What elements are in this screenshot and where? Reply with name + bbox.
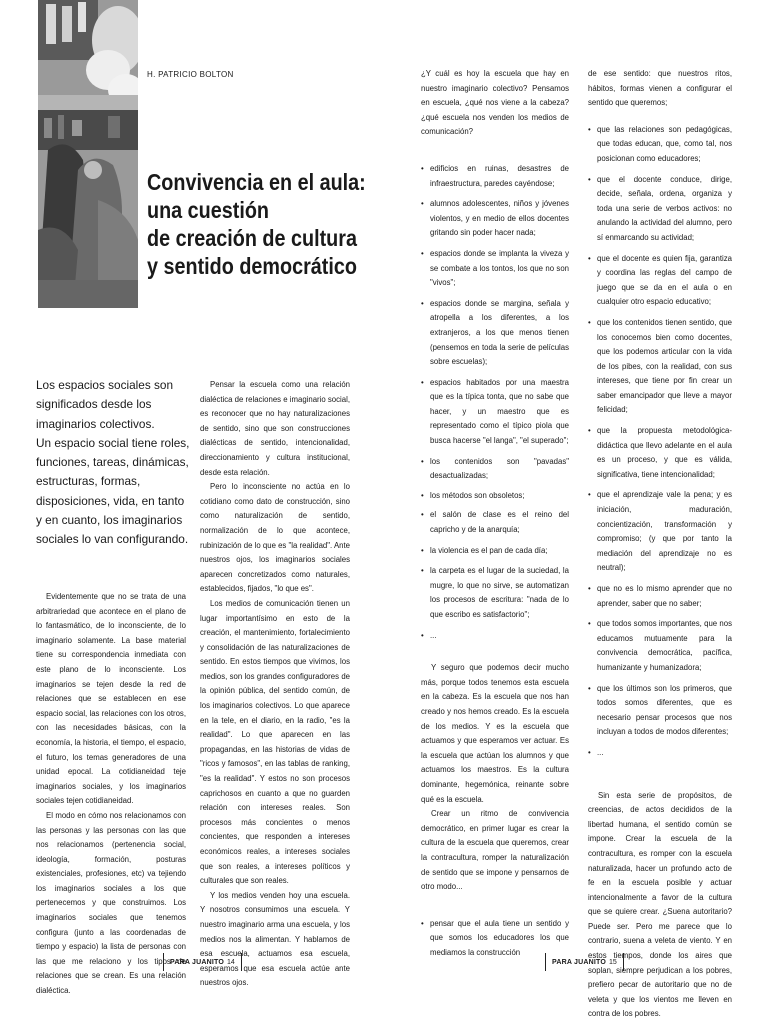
list-item: • la violencia es el pan de cada día; bbox=[421, 544, 569, 559]
list-item: • los contenidos son "pavadas" desactualizadas; bbox=[421, 455, 569, 484]
title-line: Convivencia en el aula: bbox=[147, 169, 366, 195]
list-item: • ... bbox=[421, 629, 569, 644]
page-number: 14 bbox=[227, 958, 235, 966]
list-item: • edificios en ruinas, desastres de infraestructura, paredes cayéndose; bbox=[421, 162, 569, 191]
title-line: y sentido democrático bbox=[147, 253, 357, 279]
list-item: • pensar que el aula tiene un sentido y que somos los educadores los que mediamos la construcción bbox=[421, 917, 569, 961]
body-column-3 bbox=[421, 67, 569, 966]
article-title bbox=[147, 168, 366, 280]
body-paragraph: Sin esta serie de propósitos, de creencias, de actos decididos de la libertad humana, el sentido común se impone. Crear la escuela de la contracultura, es romper con la escuela naturalizada, hacer un profundo acto de fe en la escuela posible y actuar intencionalmente a favor de la cultura que se quiere crear. ¿Suena autoritario? Puede ser. Pero me parece que lo contrario, suena a veleta de viento. Y en estos tiempos, donde los aires que soplan, siempre perjudican a los pobres, prefiero pecar de autoritario que no de veleta y que los vientos me lleven en contra de los pobres. bbox=[588, 790, 732, 1019]
list-item: • que el aprendizaje vale la pena; y es iniciación, maduración, concientización, transformación y compromiso; (y que por tanto la mediación del aprendizaje no es neutral); bbox=[588, 488, 732, 576]
bullet-list bbox=[421, 162, 569, 643]
body-column-4 bbox=[588, 67, 732, 1022]
list-item: • los métodos son obsoletos; bbox=[421, 489, 569, 504]
body-paragraph: Pero lo inconsciente no actúa en lo cotidiano como dato de construcción, sino como naturalización de sentido, normalización de lo que acontece, rubinización de lo que es "la realidad". Ante nuestros ojos, los imaginarios sociales aparecen concretizados como naturales, establecidos, fijados, "lo que es". bbox=[200, 482, 350, 594]
body-paragraph: Evidentemente que no se trata de una arbitrariedad que acontece en el plano de lo fantasmático, de lo inconsciente, de lo imaginario solamente. La base material tiene su correspondencia inmediata con este plano de lo inconsciente. Los imaginarios se tejen desde la red de relaciones que se establecen en ese espacio social, las relaciones con los otros, con las necesidades básicas, con la economía, la historia, el tiempo, el espacio, el futuro, los temas generadores de una unidad epocal. La cotidianeidad teje imaginarios sociales, y los imaginarios sociales tejen cotidianeidad. bbox=[36, 592, 186, 806]
footer-label: PARA JUANITO bbox=[552, 958, 606, 966]
list-item: • que el docente es quien fija, garantiza y coordina las reglas del campo de juego que se da en el aula o en cualquier otro espacio educativo; bbox=[588, 252, 732, 310]
page-footer-left bbox=[163, 953, 242, 971]
lead-text bbox=[36, 376, 192, 550]
footer-label: PARA JUANITO bbox=[170, 958, 224, 966]
continued-paragraph: de ese sentido: que nuestros ritos, hábitos, formas vienen a configurar el sentido que queremos; bbox=[588, 69, 732, 108]
body-paragraph: Crear un ritmo de convivencia democrático, en primer lugar es crear la cultura de la escuela que queremos, crear la contracultura, romper la naturalización de sentido que se impone y pensarnos de otro modo... bbox=[421, 809, 569, 892]
list-item: • que las relaciones son pedagógicas, que todas educan, que, como tal, nos posicionan como educadores; bbox=[588, 123, 732, 167]
list-item: • que los contenidos tienen sentido, que los conocemos bien como docentes, que los podemos articular con la vida de los pibes, con la realidad, con sus intereses, que tiene por fin crear un saber emancipador que lleve a mayor felicidad; bbox=[588, 316, 732, 418]
list-item: • alumnos adolescentes, niños y jóvenes violentos, y en medio de ellos docentes gritando sin poder hacer nada; bbox=[421, 197, 569, 241]
list-item: • que todos somos importantes, que nos educamos mutuamente para la convivencia democrática, pacífica, humanizante y humanizadora; bbox=[588, 617, 732, 675]
illustration-image bbox=[38, 0, 138, 308]
article-illustration bbox=[38, 0, 138, 308]
list-item: • espacios donde se implanta la viveza y se combate a los tontos, los que no son "vivos"; bbox=[421, 247, 569, 291]
lead-paragraph: Un espacio social tiene roles, funciones, tareas, dinámicas, estructuras, formas, disposiciones, vida, en tanto y en cuanto, los imaginarios sociales lo van configurando. bbox=[36, 435, 190, 547]
body-paragraph: El modo en cómo nos relacionamos con las personas y las personas con las que nos relacionamos (pertenencia social, ideología, formación, posturas existenciales, profesiones, etc) va tejiendo los imaginarios sociales a los que pertenecemos y que construimos. Los imaginarios sociales que tenemos configura (junto a las coordenadas de tiempo y espacio) la lista de personas con las que me relaciono y los tipos de relaciones que se crean. Es una relación dialéctica. bbox=[36, 810, 186, 996]
list-item: • que no es lo mismo aprender que no aprender, saber que no saber; bbox=[588, 582, 732, 611]
list-item: • que la propuesta metodológica-didáctica que llevo adelante en el aula es un proceso, y que es válida, significativa, tiene intencionalidad; bbox=[588, 424, 732, 482]
bullet-list-3 bbox=[588, 123, 732, 761]
body-paragraph: Pensar la escuela como una relación dialéctica de relaciones e imaginario social, es reconocer que no hay naturalizaciones de sentido, sino que son construcciones dialécticas de sentido, intencionalidad, direccionamiento y cultura institucional, desde esta relación. bbox=[200, 380, 350, 477]
title-line: de creación de cultura bbox=[147, 225, 357, 251]
list-item: • espacios donde se margina, señala y atropella a los diferentes, a los extranjeros, a los que menos tienen (pensemos en toda la serie de películas sobre escuelas); bbox=[421, 297, 569, 370]
list-item: • la carpeta es el lugar de la suciedad, la mugre, lo que no sirve, se automatizan los procesos de escritura: "nada de lo que escribo es satisfactorio"; bbox=[421, 564, 569, 622]
body-column-2 bbox=[200, 378, 350, 991]
page-number: 15 bbox=[609, 958, 617, 966]
list-item: • espacios habitados por una maestra que es la típica tonta, que no sabe que hacer, y un maestro que es representado como el típico piola que busca hacerse "el langa", "el superado"; bbox=[421, 376, 569, 449]
body-paragraph: Y seguro que podemos decir mucho más, porque todos tenemos esta escuela en la cabeza. Es la escuela que nos han creado y nos hemos creado. Es la escuela de los medios. Y es la escuela que actuamos y que esperamos ver actuar. Es la escuela que actúan los alumnos y que actuamos los maestros. Es la cultura dominante, hegemónica, reinante sobre qué es la escuela. bbox=[421, 663, 569, 804]
author-name: H. PATRICIO BOLTON bbox=[147, 70, 234, 79]
list-item: • el salón de clase es el reino del capricho y de la anarquía; bbox=[421, 508, 569, 537]
list-item: • que los últimos son los primeros, que todos somos diferentes, que es necesario pensar procesos que nos incluyan a todos de modos diferentes; bbox=[588, 682, 732, 740]
body-paragraph: Los medios de comunicación tienen un lugar importantísimo en esto de la creación, el mantenimiento, fortalecimiento y consolidación de las naturalizaciones de sentido. En estos tiempos que vivimos, los medios, son los grandes configuradores de la opinión pública, del sentido común, de los imaginarios colectivos. Lo que aparece en la tele, en el diario, en la radio, "es la realidad". Lo que aparecen en las propagandas, en las historias de vidas de "ricos y famosos", en las tablas de ranking, "es la realidad". Y estos no son procesos caprichosos en cuanto a que no guarden relación con intereses reales. Son procesos más concientes o menos concientes, que responden a intereses económicos reales, a intereses sociales que son reales, a intereses políticos y culturales que son reales. bbox=[200, 598, 350, 886]
page-footer-right bbox=[545, 953, 624, 971]
lead-paragraph: Los espacios sociales son significados desde los imaginarios colectivos. bbox=[36, 378, 174, 431]
body-column-1 bbox=[36, 590, 186, 999]
body-paragraph: Y los medios venden hoy una escuela. Y nosotros consumimos una escuela. Y nuestro imaginario arma una escuela, y los medios nos la alimentan. Y hablamos de esa escuela, actuamos esa escuela, esperamos que esa escuela actúe ante nuestros ojos. bbox=[200, 890, 350, 988]
list-item: • ... bbox=[588, 746, 732, 761]
title-line: una cuestión bbox=[147, 197, 269, 223]
list-item: • que el docente conduce, dirige, decide, señala, ordena, organiza y toda una serie de verbos activos: no anulando la actividad del alumno, pero sí enmarcando su actividad; bbox=[588, 173, 732, 246]
intro-paragraph: ¿Y cuál es hoy la escuela que hay en nuestro imaginario colectivo? Pensamos en escuela, ¿qué nos viene a la cabeza? ¿qué escuela nos venden los medios de comunicación? bbox=[421, 69, 569, 137]
